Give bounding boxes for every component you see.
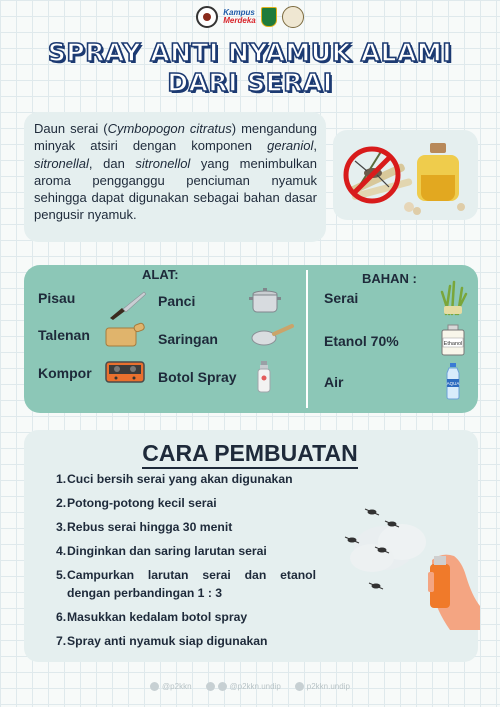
stove-icon (104, 358, 146, 386)
lemongrass-icon (436, 280, 470, 316)
twitter-icon (206, 682, 215, 691)
panel-divider (306, 270, 308, 408)
tool-stove-label: Kompor (38, 365, 92, 381)
youtube-icon (295, 682, 304, 691)
ingredient-water-label: Air (324, 374, 344, 390)
water-bottle-icon (444, 362, 462, 400)
spraying-hand-illustration (332, 500, 480, 630)
instructions-heading: CARA PEMBUATAN (0, 440, 500, 467)
instruction-steps (56, 470, 316, 656)
tool-pot-label: Panci (158, 293, 196, 309)
tiktok-handle[interactable]: @p2kkn.undip (206, 682, 281, 691)
title-line-1: SPRAY ANTI NYAMUK ALAMI (47, 38, 453, 67)
instagram-icon (150, 682, 159, 691)
intro-paragraph: Daun serai (Cymbopogon citratus) mengandung minyak atsiri dengan komponen geraniol, sitronellal, dan sitronellol yang menimbulkan aroma pengganggu penciuman nyamuk sehingga dapat digunakan sebagai bahan dasar pengusir nyamuk. (34, 121, 318, 223)
tiktok-icon (218, 682, 227, 691)
tool-strainer-label: Saringan (158, 331, 218, 347)
spray-bottle-icon (256, 360, 272, 394)
strainer-icon (250, 322, 296, 350)
cutting-board-icon (104, 322, 146, 348)
ingredient-lemongrass-label: Serai (324, 290, 359, 306)
step-item: 1. Cuci bersih serai yang akan digunakan (56, 472, 293, 486)
kampus-merdeka-logo (223, 9, 255, 25)
ingredient-ethanol-label: Etanol 70% (324, 333, 399, 349)
social-footer (0, 682, 500, 691)
latin-name: Cymbopogon citratus (107, 121, 232, 136)
step-item: 6. Masukkan kedalam botol spray (56, 610, 248, 624)
step-item: 7. Spray anti nyamuk siap digunakan (56, 634, 268, 648)
step-item: 3. Rebus serai hingga 30 menit (56, 520, 233, 534)
step-item: 4. Dinginkan dan saring larutan serai (56, 544, 267, 558)
tools-heading: ALAT: (142, 267, 179, 282)
no-mosquito-oil-illustration (337, 135, 477, 220)
water-bottle-label: AQUA (446, 381, 460, 386)
logo-text-1: Kampus (223, 8, 255, 17)
logo-text-2: Merdeka (223, 16, 256, 25)
instagram-handle[interactable]: @p2kkn (150, 682, 191, 691)
organization-logo (282, 6, 304, 28)
tool-cutting-board-label: Talenan (38, 327, 90, 343)
knife-icon (106, 290, 146, 320)
partner-logos (0, 6, 500, 28)
page-title (0, 38, 500, 98)
ethanol-bottle-icon (440, 324, 466, 356)
tool-spray-bottle-label: Botol Spray (158, 369, 237, 385)
tool-knife-label: Pisau (38, 290, 76, 306)
title-line-2: DARI SERAI (167, 68, 333, 97)
ingredients-heading: BAHAN : (362, 271, 417, 286)
step-item: 2. Potong-potong kecil serai (56, 496, 217, 510)
ethanol-bottle-label: Ethanol (443, 341, 463, 347)
step-item: 5. Campurkan larutan serai dan etanol dengan perbandingan 1 : 3 (56, 568, 316, 600)
youtube-handle[interactable]: p2kkn.undip (295, 682, 350, 691)
university-logo (196, 6, 218, 28)
pot-icon (248, 286, 282, 316)
regency-emblem (261, 7, 277, 27)
